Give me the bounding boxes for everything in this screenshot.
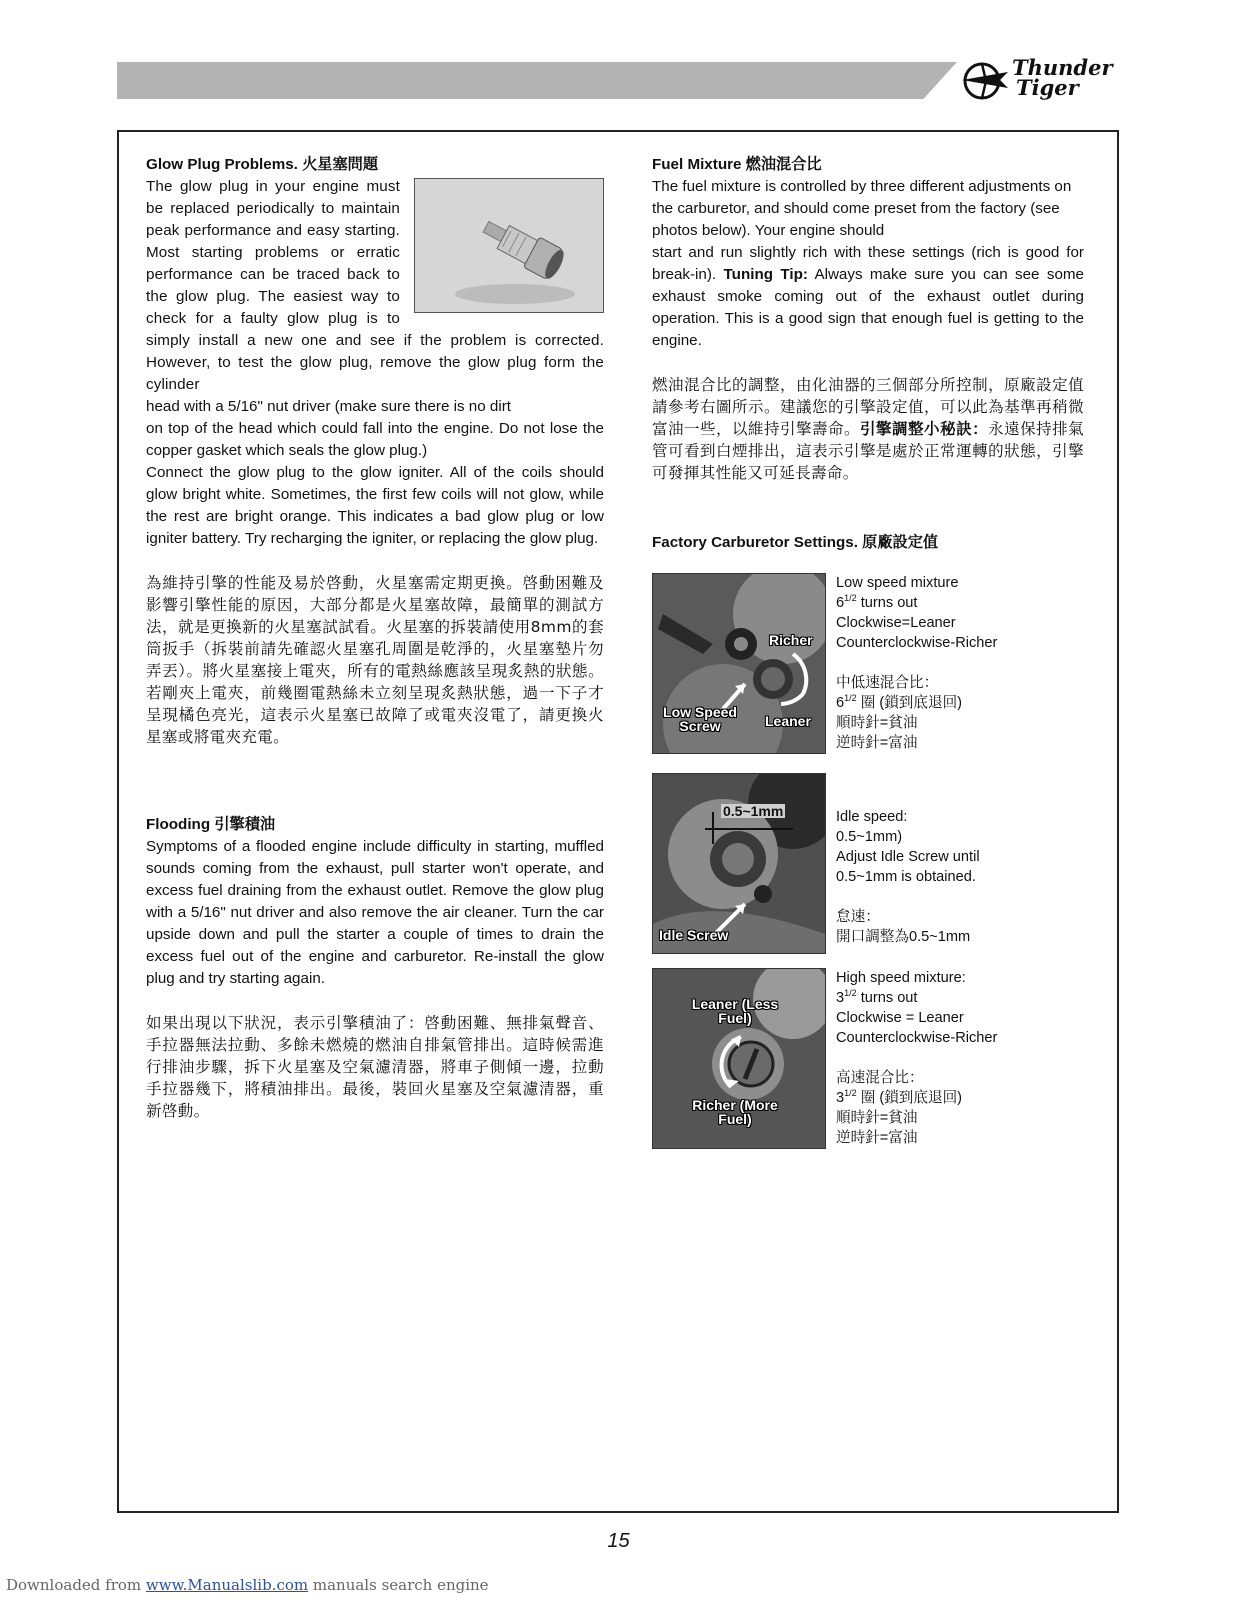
flooding-para: Symptoms of a flooded engine include difficulty in starting, muffled sounds coming from the exhaust, pull starter won't operate, and excess fuel draining from the exhaust outlet. Remove the glow plug with a 5/16" nut driver and also remove the air cleaner. Turn the car upside down and pull the starter a couple of times to drain the excess fuel out of the engine and carburetor. Re-install the glow plug and try starting again.: [146, 838, 604, 987]
low-leaner-label: Leaner: [765, 713, 811, 729]
glow-para-2: head with a 5/16" nut driver (make sure there is no dirt: [146, 398, 512, 415]
tiger-emblem-icon: [960, 58, 1010, 104]
left-column: [146, 154, 604, 1122]
glow-para-3: on top of the head which could fall into the engine. Do not lose the copper gasket which seals the glow plug.): [146, 420, 604, 459]
idle-screw-label: Idle Screw: [659, 927, 729, 943]
high-speed-text: High speed mixture: $3^{1/2}$ turns out Clockwise = Leaner Counterclockwise-Richer 高速混合比： $3^{1/2}$ 圈 (鎖到底退回) 順時針=貧油 逆時針=富油: [836, 970, 998, 1146]
glow-para-4: Connect the glow plug to the glow igniter. All of the coils should glow bright white. Sometimes, the first few coils will not glow, while the rest are bright orange. This indicates a bad glow plug or low igniter battery. Try recharging the igniter, or replacing the glow plug.: [146, 464, 604, 547]
glow-plug-heading: Glow Plug Problems. 火星塞問題: [146, 156, 379, 173]
manualslib-link[interactable]: www.Manualslib.com: [145, 1576, 309, 1594]
fuel-mixture-heading: Fuel Mixture 燃油混合比: [652, 156, 822, 173]
factory-settings-heading: Factory Carburetor Settings. 原廠設定值: [652, 534, 939, 551]
tuning-tip-label: Tuning Tip:: [723, 266, 808, 283]
logo-line-1: Thunder: [1012, 55, 1113, 80]
logo-line-2: Tiger: [1016, 75, 1079, 100]
fuel-para-2: start and run slightly rich with these settings (rich is good for break-in). Tuning Tip: Always make sure you can see some exhaust smoke coming out of the exhaust outlet during operation. This is a good sign that enough fuel is getting to the engine.: [652, 244, 1084, 349]
low-speed-text: Low speed mixture $6^{1/2}$ turns out Clockwise=Leaner Counterclockwise-Richer 中低速混合比： $6^{1/2}$ 圈 (鎖到底退回) 順時針=貧油 逆時針=富油: [836, 575, 998, 751]
thunder-tiger-logo: [960, 55, 1130, 104]
idle-speed-photo: [652, 773, 826, 954]
glow-plug-photo: [414, 178, 604, 313]
high-speed-photo: [652, 968, 826, 1149]
low-richer-label: Richer: [769, 632, 813, 648]
flooding-heading: Flooding 引擎積油: [146, 816, 276, 833]
glow-zh: 為維持引擎的性能及易於啓動，火星塞需定期更換。啓動困難及影響引擎性能的原因，大部分都是火星塞故障，最簡單的測試方法，就是更換新的火星塞試試看。火星塞的拆裝請使用8mm的套筒扳手（拆裝前請先確認火星塞孔周圍是乾淨的，火星塞墊片勿弄丟）。將火星塞接上電夾，所有的電熱絲應該呈現炙熱的狀態。若剛夾上電夾，前幾圈電熱絲未立刻呈現炙熱狀態，過一下子才呈現橘色亮光，這表示火星塞已故障了或電夾沒電了，請更換火星塞或將電夾充電。: [146, 574, 604, 746]
high-richer-label: Richer (More Fuel): [692, 1097, 778, 1127]
low-screw-label: Low Speed Screw: [663, 704, 737, 734]
fuel-para-1: The fuel mixture is controlled by three different adjustments on the carburetor, and should come preset from the factory (see photos below). Your engine should: [652, 178, 1072, 239]
high-leaner-label: Leaner (Less Fuel): [691, 996, 779, 1026]
zh-tuning-tip-label: 引擎調整小秘訣：: [860, 420, 989, 438]
flooding-zh: 如果出現以下狀況，表示引擎積油了：啓動困難、無排氣聲音、手拉器無法拉動、多餘未燃燒的燃油自排氣管排出。這時候需進行排油步驟，拆下火星塞及空氣濾清器，將車子側傾一邊，拉動手拉器幾下，將積油排出。最後，裝回火星塞及空氣濾清器，重新啓動。: [146, 1014, 604, 1120]
idle-gap-label: 0.5~1mm: [723, 803, 784, 819]
page-number: 15: [607, 1530, 630, 1552]
glow-para-1: The glow plug in your engine must be replaced periodically to maintain peak performance and easy starting. Most starting problems or erratic performance can be traced back to the glow plug. The easiest way to check for a faulty glow plug is to simply install a new one and see if the problem is corrected. However, to test the glow plug, remove the glow plug form the cylinder: [146, 178, 604, 393]
fuel-zh: 燃油混合比的調整，由化油器的三個部分所控制，原廠設定值請參考右圖所示。建議您的引擎設定值，可以此為基準再稍微富油一些，以維持引擎壽命。引擎調整小秘訣：永遠保持排氣管可看到白煙排出，這表示引擎是處於正常運轉的狀態，引擎可發揮其性能又可延長壽命。: [652, 376, 1084, 482]
download-footer: Downloaded from www.Manualslib.com manuals search engine: [6, 1576, 489, 1594]
idle-speed-text: Idle speed: 0.5~1mm) Adjust Idle Screw until 0.5~1mm is obtained. 怠速： 開口調整為0.5~1mm: [836, 809, 980, 945]
right-column: [652, 154, 1084, 484]
low-speed-photo: [652, 573, 826, 754]
header-bar: [117, 62, 957, 99]
